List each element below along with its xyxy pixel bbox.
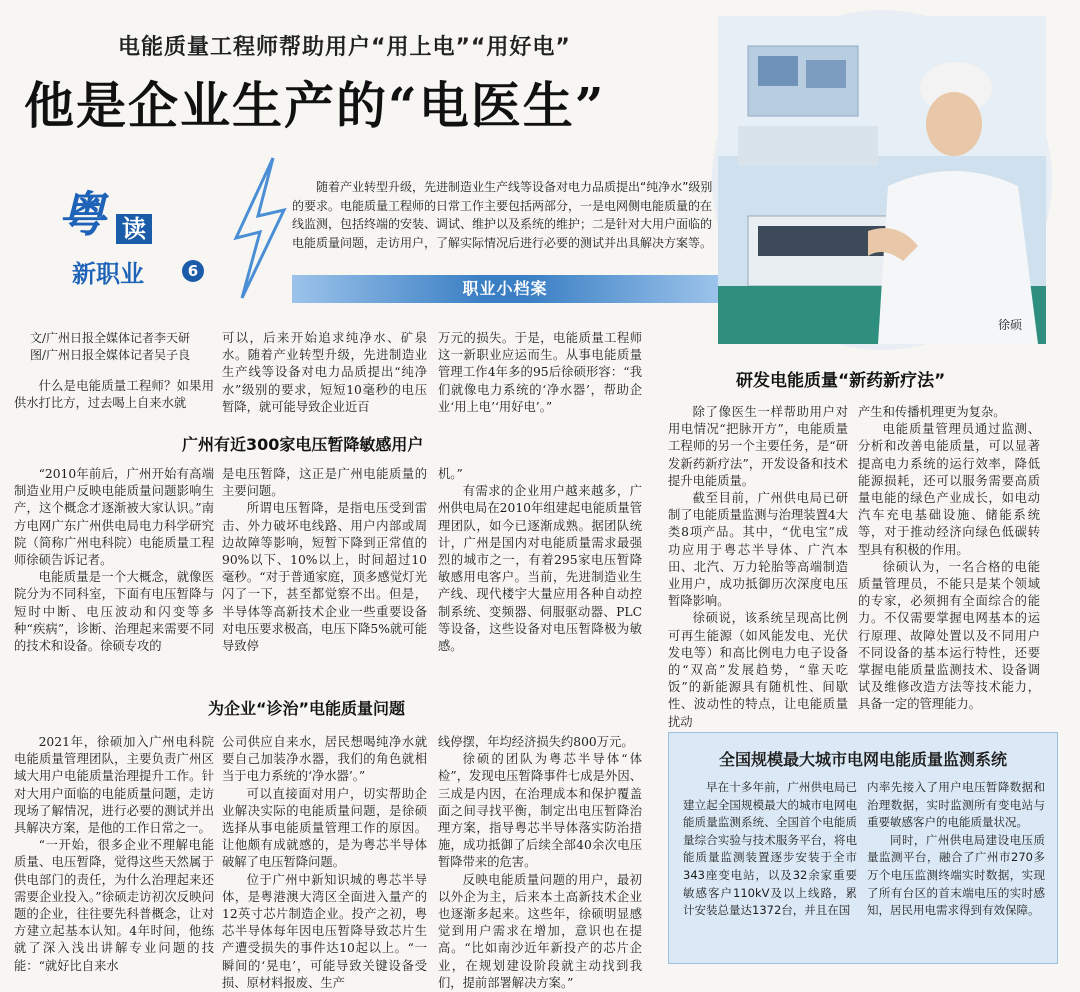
section2-col3-p3: 反映电能质量问题的用户，最初以外企为主，后来本土高新技术企业也逐渐多起来。这些年，徐硕明显感觉到用户需求在增加，意识也在提高。“比如南沙近年新投产的芯片企业，在规划建设阶段就主动找到我们，提前部署解决方案。” bbox=[438, 872, 642, 990]
intro-col3: 万元的损失。于是，电能质量工程师这一新职业应运而生。从事电能质量管理工作4年多的95后徐硕形容：“我们就像电力系统的‘净水器’，帮助企业‘用上电’‘用好电’。” bbox=[438, 331, 642, 414]
section2-col3-p1: 线停摆，年均经济损失约800万元。 bbox=[438, 735, 634, 749]
section1-col3-p2: 有需求的企业用户越来越多，广州供电局在2010年组建起电能质量管理团队，如今已逐渐成熟。据团队统计，广州是国内对电能质量需求最强烈的城市之一，有着295家电压暂降敏感用电客户。当前，先进制造业生产线、现代楼宇大量应用各种自动控制系统、变频器、伺服驱动器、PLC等设备，这些设备对电压暂降极为敏感。 bbox=[438, 484, 642, 654]
section3-col2 bbox=[858, 404, 1040, 714]
byline-photographer: 图/广州日报全媒体记者吴子良 bbox=[30, 348, 191, 362]
portrait-photo bbox=[712, 10, 1052, 350]
sidebar-box-heading: 全国规模最大城市电网电能质量监测系统 bbox=[718, 750, 1007, 769]
section3-col2-p1: 产生和传播机理更为复杂。 bbox=[858, 405, 1006, 419]
sidebar-box-col2 bbox=[867, 779, 1045, 920]
photo-caption: 徐硕 bbox=[998, 318, 1023, 332]
section1-col2 bbox=[222, 466, 427, 655]
series-logo-subtitle: 新职业 bbox=[72, 260, 144, 288]
headline-title: 他是企业生产的“电医生” bbox=[24, 76, 606, 135]
section1-col1-p2: 电能质量是一个大概念，就像医院分为不同科室，下面有电压暂降与短时中断、电压波动和闪变等多种“疾病”，诊断、治理起来需要不同的技术和设备。徐硕专攻的 bbox=[14, 570, 214, 654]
section2-col3-p2: 徐硕的团队为粤芯半导体“体检”，发现电压暂降事件七成是外因、三成是内因，在治理成本和保护覆盖面之间寻找平衡，制定出电压暂降治理方案，指导粤芯半导体落实防治措施，成功抵御了后续全部40余次电压暂降带来的危害。 bbox=[438, 752, 642, 870]
section2-col2-p3: 位于广州中新知识城的粤芯半导体，是粤港澳大湾区全面进入量产的12英寸芯片制造企业。投产之初，粤芯半导体每年因电压暂降导致芯片生产遭受损失的事件达10起以上。“一瞬间的‘晃电’，可能导致关键设备受损、原材料报废、生产 bbox=[222, 872, 427, 990]
section2-col3 bbox=[438, 734, 642, 992]
byline-writer: 文/广州日报全媒体记者李天研 bbox=[30, 331, 191, 345]
section2-col1-p2: “一开始，很多企业不理解电能质量、电压暂降，觉得这些天然属于供电部门的责任，为什么治理起来还需要企业投入。”徐硕走访初次反映问题的企业，往往要先科普概念，让对方建立起基本认知。4年时间，他练就了深入浅出讲解专业问题的技能：“就好比自来水 bbox=[14, 838, 214, 973]
series-logo bbox=[58, 176, 218, 286]
intro-col1: 什么是电能质量工程师？如果用供水打比方，过去喝上自来水就 bbox=[14, 379, 214, 411]
profile-label: 职业小档案 bbox=[462, 279, 548, 298]
section3-col1 bbox=[668, 404, 848, 731]
series-logo-yue: 粤 bbox=[58, 187, 107, 243]
section3-heading: 研发电能质量“新药新疗法” bbox=[736, 371, 946, 391]
series-number-badge: 6 bbox=[182, 260, 204, 282]
sidebar-box bbox=[668, 732, 1058, 964]
series-logo-du: 读 bbox=[116, 214, 152, 244]
section2-col2-p1: 公司供应自来水，居民想喝纯净水就要自己加装净水器，我们的角色就相当于电力系统的‘净水器’。” bbox=[222, 735, 427, 784]
section3-col2-p3: 徐硕认为，一名合格的电能质量管理员，不能只是某个领域的专家，必须拥有全面综合的能力。不仅需要掌握电网基本的运行原理、故障处置以及不同用户不同设备的基本运行特性，还要掌握电能质量监测技术、设备调试及维修改造方法等技术能力，具备一定的管理能力。 bbox=[858, 559, 1040, 712]
section2-heading: 为企业“诊治”电能质量问题 bbox=[208, 699, 406, 718]
lab-worker-illustration bbox=[718, 16, 1046, 344]
section2-col1 bbox=[14, 734, 214, 975]
section1-col1-p1: “2010年前后，广州开始有高端制造业用户反映电能质量问题影响生产，这个概念才逐渐被大家认识。”南方电网广东广州供电局电力科学研究院（简称广州电科院）电能质量工程师徐硕告诉记者。 bbox=[14, 467, 214, 568]
headline-kicker: 电能质量工程师帮助用户“用上电”“用好电” bbox=[118, 35, 571, 60]
section1-heading: 广州有近300家电压暂降敏感用户 bbox=[182, 435, 424, 454]
section1-col2-p1: 是电压暂降，这正是广州电能质量的主要问题。 bbox=[222, 467, 427, 499]
lead-paragraph: 随着产业转型升级，先进制造业生产线等设备对电力品质提出“纯净水”级别的要求。电能质量工程师的日常工作主要包括两部分，一是电网侧电能质量的在线监测，包括终端的安装、调试、维护以及系统的维护；二是针对大用户面临的电能质量问题，走访用户，了解实际情况后进行必要的测试并出具解决方案等。 bbox=[292, 180, 713, 250]
section2-col2-p2: 可以直接面对用户，切实帮助企业解决实际的电能质量问题，是徐硕选择从事电能质量管理工作的原因。让他颇有成就感的，是为粤芯半导体破解了电压暂降问题。 bbox=[222, 786, 427, 870]
intro-col2: 可以，后来开始追求纯净水、矿泉水。随着产业转型升级，先进制造业生产线等设备对电力品质提出“纯净水”级别的要求，短短10毫秒的电压暂降，就可能导致企业近百 bbox=[222, 331, 427, 414]
sidebar-box-col1: 早在十多年前，广州供电局已建立起全国规模最大的城市电网电能质量监测系统、全国首个电能质量综合实验与技术服务平台，将电能质量监测装置逐步安装于全市343座变电站，以及32余家重要敏感客户110kV及以上线路，累计安装总量达1372台，并且在国 bbox=[683, 780, 857, 918]
section2-col1-p1: 2021年，徐硕加入广州电科院电能质量管理团队，主要负责广州区域大用户电能质量治理提升工作。针对大用户面临的电能质量问题，走访现场了解情况，进行必要的测试并出具解决方案，是他的工作日常之一。 bbox=[14, 735, 214, 836]
sidebar-box-col2-p2: 同时，广州供电局建设电压质量监测平台，融合了广州市270多万个电压监测终端实时数据，实现了所有台区的首末端电压的实时感知，居民用电需求得到有效保障。 bbox=[867, 832, 1045, 918]
section1-col2-p2: 所谓电压暂降，是指电压受到雷击、外力破坏电线路、用户内部或周边故障等影响，短暂下降到正常值的90%以下、10%以上，时间超过10毫秒。“对于普通家庭，顶多感觉灯光闪了一下，甚至都觉察不出。但是，半导体等高新技术企业一些重要设备对电压要求极高，电压下降5%就可能导致停 bbox=[222, 501, 427, 654]
section3-col2-p2: 电能质量管理员通过监测、分析和改善电能质量，可以显著提高电力系统的运行效率，降低能源损耗，还可以服务需要高质量电能的绿色产业成长，如电动汽车充电基础设施、储能系统等，对于推动经济向绿色低碳转型具有积极的作用。 bbox=[858, 422, 1040, 557]
section1-col1 bbox=[14, 466, 214, 655]
lightning-bolt-icon bbox=[228, 158, 288, 298]
section2-col2 bbox=[222, 734, 427, 992]
section3-col1-p1: 除了像医生一样帮助用户对用电情况“把脉开方”，电能质量工程师的另一个主要任务，是“研发新药新疗法”，开发设备和技术提升电能质量。 bbox=[668, 405, 848, 488]
byline bbox=[30, 330, 190, 364]
profile-label-bar bbox=[292, 275, 718, 303]
section3-col1-p2: 截至目前，广州供电局已研制了电能质量监测与治理装置4大类8项产品。其中，“优电宝”成功应用于粤芯半导体、广汽本田、北汽、万力轮胎等高端制造业用户，成功抵御历次深度电压暂降影响。 bbox=[668, 491, 848, 609]
sidebar-box-col2-p1: 内率先接入了用户电压暂降数据和治理数据，实时监测所有变电站与重要敏感客户的电能质量状况。 bbox=[867, 780, 1045, 830]
section1-col3-p1: 机。” bbox=[438, 467, 463, 481]
section3-col1-p3: 徐硕说，该系统呈现高比例可再生能源（如风能发电、光伏发电等）和高比例电力电子设备的“双高”发展趋势，“靠天吃饭”的新能源具有随机性、间歇性、波动性的特点，让电能质量扰动 bbox=[668, 611, 848, 729]
section1-col3 bbox=[438, 466, 642, 655]
